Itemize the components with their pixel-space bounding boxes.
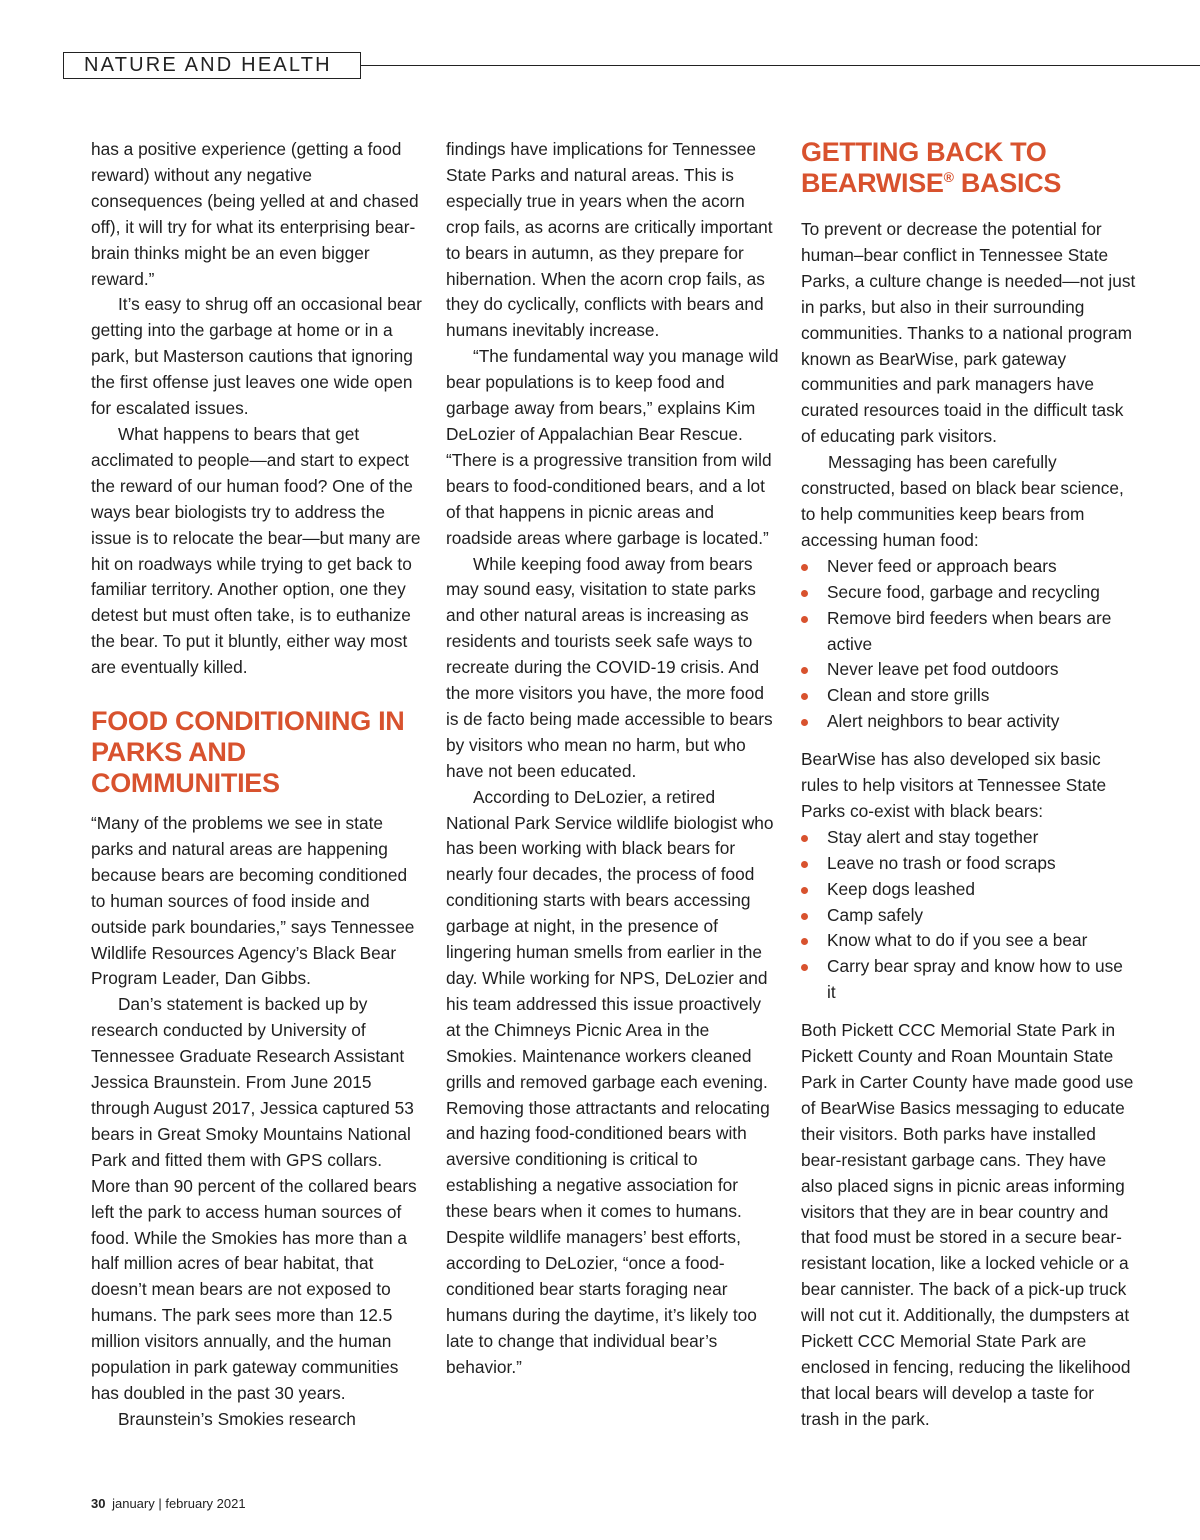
paragraph: While keeping food away from bears may sound easy, visitation to state parks and other natural areas is increasing as residents and tourists seek safe ways to recreate during the COVID-19 crisis. And the more visitors you have, the more food is de facto being made accessible to bears by visitors who mean no harm, but who have not been educated. [446,553,773,781]
paragraph: Braunstein’s Smokies research [118,1408,356,1429]
registered-mark: ® [943,169,954,185]
header-rule [361,65,1200,66]
paragraph: Messaging has been carefully constructed, based on black bear science, to help communities keep bears from accessing human food: [801,452,1124,550]
column-2 [446,137,779,1381]
issue-date: january | february 2021 [112,1496,246,1511]
list-item: Know what to do if you see a bear [801,928,1136,954]
paragraph: findings have implications for Tennessee State Parks and natural areas. This is especially true in years when the acorn crop fails, as acorns are critically important to bears in autumn, as they prepare for hibernation. When the acorn crop fails, as they do cyclically, conflicts with bears and humans inevitably increase. [446,139,773,341]
list-item: Clean and store grills [801,683,1136,709]
section-label: NATURE AND HEALTH [63,52,361,79]
list-item: Carry bear spray and know how to use it [801,954,1136,1006]
list-item: Camp safely [801,903,1136,929]
column-3 [801,137,1136,1433]
list-item: Never feed or approach bears [801,554,1136,580]
list-item: Remove bird feeders when bears are active [801,606,1136,658]
paragraph: Dan’s statement is backed up by research conducted by University of Tennessee Graduate Research Assistant Jessica Braunstein. From June 2015 through August 2017, Jessica captured 53 bears in Great Smoky Mountains National Park and fitted them with GPS collars. More than 90 percent of the collared bears left the park to access human sources of food. While the Smokies has more than a half million acres of bear habitat, that doesn’t mean bears are not exposed to humans. The park sees more than 12.5 million visitors annually, and the human population in park gateway communities has doubled in the past 30 years. [91,994,417,1403]
heading-line: BEARWISE [801,168,944,198]
column-1 [91,137,424,1433]
paragraph: To prevent or decrease the potential for human–bear conflict in Tennessee State Parks, a culture change is needed—not just in parks, but also in their surrounding communities. Thanks to a national program known as BearWise, park gateway communities and park managers have curated resources toaid in the difficult task of educating park visitors. [801,219,1136,447]
paragraph: has a positive experience (getting a food reward) without any negative consequences (being yelled at and chased off), it will try for what its enterprising bear-brain thinks might be an even bigger reward.” [91,139,419,289]
list-item: Secure food, garbage and recycling [801,580,1136,606]
paragraph: According to DeLozier, a retired National Park Service wildlife biologist who has been working with black bears for nearly four decades, the process of food conditioning starts with bears accessing garbage at night, in the presence of lingering human smells from earlier in the day. While working for NPS, DeLozier and his team addressed this issue proactively at the Chimneys Picnic Area in the Smokies. Maintenance workers cleaned grills and removed garbage each evening. Removing those attractants and relocating and hazing food-conditioned bears with aversive conditioning is critical to establishing a negative association for these bears when it comes to humans. Despite wildlife managers’ best efforts, according to DeLozier, “once a food-conditioned bear starts foraging near humans during the daytime, it’s likely too late to change that individual bear’s behavior.” [446,786,774,1377]
paragraph: “Many of the problems we see in state parks and natural areas are happening because bears are becoming conditioned to human sources of food inside and outside park boundaries,” says Tennessee Wildlife Resources Agency’s Black Bear Program Leader, Dan Gibbs. [91,813,415,989]
heading-line: GETTING BACK TO [801,137,1047,167]
list-item: Alert neighbors to bear activity [801,709,1136,735]
bullet-list-messaging [801,554,1136,735]
list-item: Keep dogs leashed [801,877,1136,903]
section-heading-bearwise-basics [801,137,1136,199]
page-number: 30 [91,1496,106,1511]
bullet-list-rules [801,825,1136,1006]
paragraph: Both Pickett CCC Memorial State Park in Pickett County and Roan Mountain State Park in Carter County have made good use of BearWise Basics messaging to educate their visitors. Both parks have installed bear-resistant garbage cans. They have also placed signs in picnic areas informing visitors that they are in bear country and that food must be stored in a secure bear-resistant location, like a locked vehicle or a bear cannister. The back of a pick-up truck will not cut it. Additionally, the dumpsters at Pickett CCC Memorial State Park are enclosed in fencing, reducing the likelihood that local bears will develop a taste for trash in the park. [801,1020,1134,1429]
paragraph: What happens to bears that get acclimated to people—and start to expect the reward of our human food? One of the ways bear biologists try to address the issue is to relocate the bear—but many are hit on roadways while trying to get back to familiar territory. Another option, one they detest but must often take, is to euthanize the bear. To put it bluntly, either way most are eventually killed. [91,423,421,678]
page-footer [91,1496,246,1511]
list-item: Never leave pet food outdoors [801,657,1136,683]
section-heading-food-conditioning: FOOD CONDITIONING IN PARKS AND COMMUNITIES [91,706,405,799]
paragraph: BearWise has also developed six basic rules to help visitors at Tennessee State Parks co-exist with black bears: [801,749,1107,821]
paragraph: It’s easy to shrug off an occasional bear getting into the garbage at home or in a park, but Masterson cautions that ignoring the first offense just leaves one wide open for escalated issues. [91,294,422,419]
list-item: Stay alert and stay together [801,825,1136,851]
paragraph: “The fundamental way you manage wild bear populations is to keep food and garbage away from bears,” explains Kim DeLozier of Appalachian Bear Rescue. “There is a progressive transition from wild bears to food-conditioned bears, and a lot of that happens in picnic areas and roadside areas where garbage is located.” [446,346,779,548]
list-item: Leave no trash or food scraps [801,851,1136,877]
heading-line: BASICS [953,168,1062,198]
